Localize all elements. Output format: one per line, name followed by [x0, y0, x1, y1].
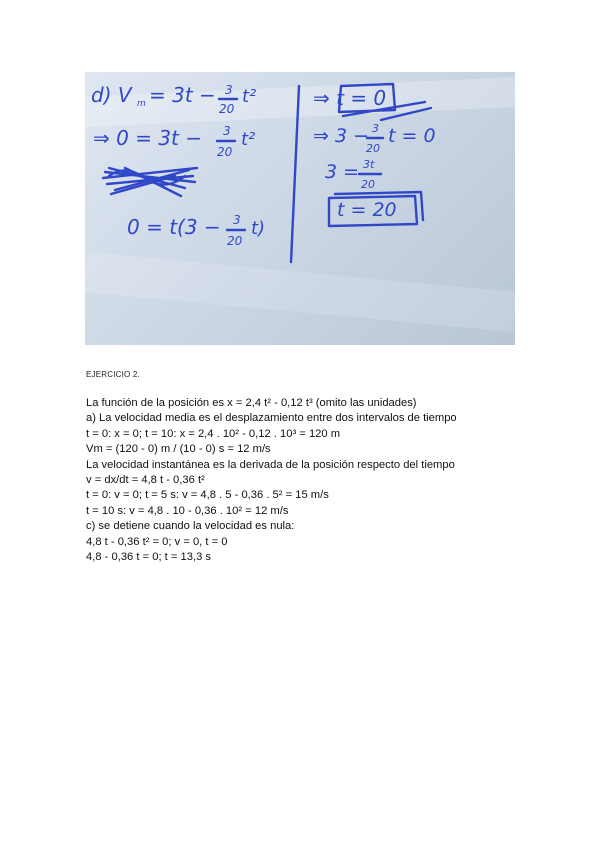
hw-left-line1-sub: m — [137, 99, 146, 109]
text-line: t = 0: v = 0; t = 5 s: v = 4,8 . 5 - 0,36 . 5² = 15 m/s — [86, 489, 329, 502]
text-line: Vm = (120 - 0) m / (10 - 0) s = 12 m/s — [86, 443, 271, 456]
solution-text — [86, 396, 526, 565]
text-line: a) La velocidad media es el desplazamiento entre dos intervalos de tiempo — [86, 412, 457, 425]
text-line: La velocidad instantánea es la derivada de la posición respecto del tiempo — [86, 458, 455, 471]
hw-left-line2-num: 3 — [223, 124, 231, 138]
hw-right-line2-tail: t = 0 — [388, 125, 436, 147]
hw-left-line1-tail: t² — [242, 86, 257, 107]
hw-left-line4-num: 3 — [233, 213, 241, 227]
exercise-title: EJERCICIO 2. — [86, 370, 140, 379]
hw-right-line4: t = 20 — [337, 199, 397, 221]
text-line: c) se detiene cuando la velocidad es nula: — [86, 520, 295, 533]
hw-right-line3-start: 3 = — [325, 161, 360, 183]
hw-right-line3-num: 3t — [363, 158, 375, 171]
hw-left-line2-start: ⇒ 0 = 3t − — [93, 126, 202, 150]
hw-left-line1-rest: = 3t − — [149, 83, 216, 107]
hw-right-line2-num: 3 — [372, 122, 379, 135]
text-line: 4,8 t - 0,36 t² = 0; v = 0, t = 0 — [86, 535, 228, 548]
handwritten-notes-photo — [85, 72, 515, 345]
hw-left-line4-start: 0 = t(3 − — [127, 215, 221, 239]
hw-scribble — [103, 168, 197, 196]
text-line: 4,8 - 0,36 t = 0; t = 13,3 s — [86, 551, 212, 564]
handwriting-drawing — [85, 72, 515, 345]
text-line: v = dx/dt = 4,8 t - 0,36 t² — [86, 474, 205, 487]
hw-left-line1-den: 20 — [219, 102, 235, 116]
text-line: La función de la posición es x = 2,4 t² - 0,12 t³ (omito las unidades) — [86, 397, 417, 409]
text-line: t = 0: x = 0; t = 10: x = 2,4 . 10² - 0,12 . 10³ = 120 m — [86, 427, 341, 440]
hw-left-line2-tail: t² — [241, 129, 256, 150]
hw-right-line2-den: 20 — [366, 142, 380, 155]
hw-right-line3-den: 20 — [361, 178, 375, 191]
hw-left-line1-prefix: d) V — [91, 83, 132, 107]
hw-left-line4-tail: t) — [251, 218, 266, 239]
hw-right-line2-start: ⇒ 3 − — [313, 125, 370, 147]
hw-left-line2-den: 20 — [217, 145, 233, 159]
hw-right-line1: ⇒ t = 0 — [313, 86, 387, 110]
text-line: t = 10 s: v = 4,8 . 10 - 0,36 . 10² = 12 m/s — [86, 504, 289, 517]
hw-left-line4-den: 20 — [227, 234, 243, 248]
hw-left-line1-num: 3 — [225, 83, 233, 97]
